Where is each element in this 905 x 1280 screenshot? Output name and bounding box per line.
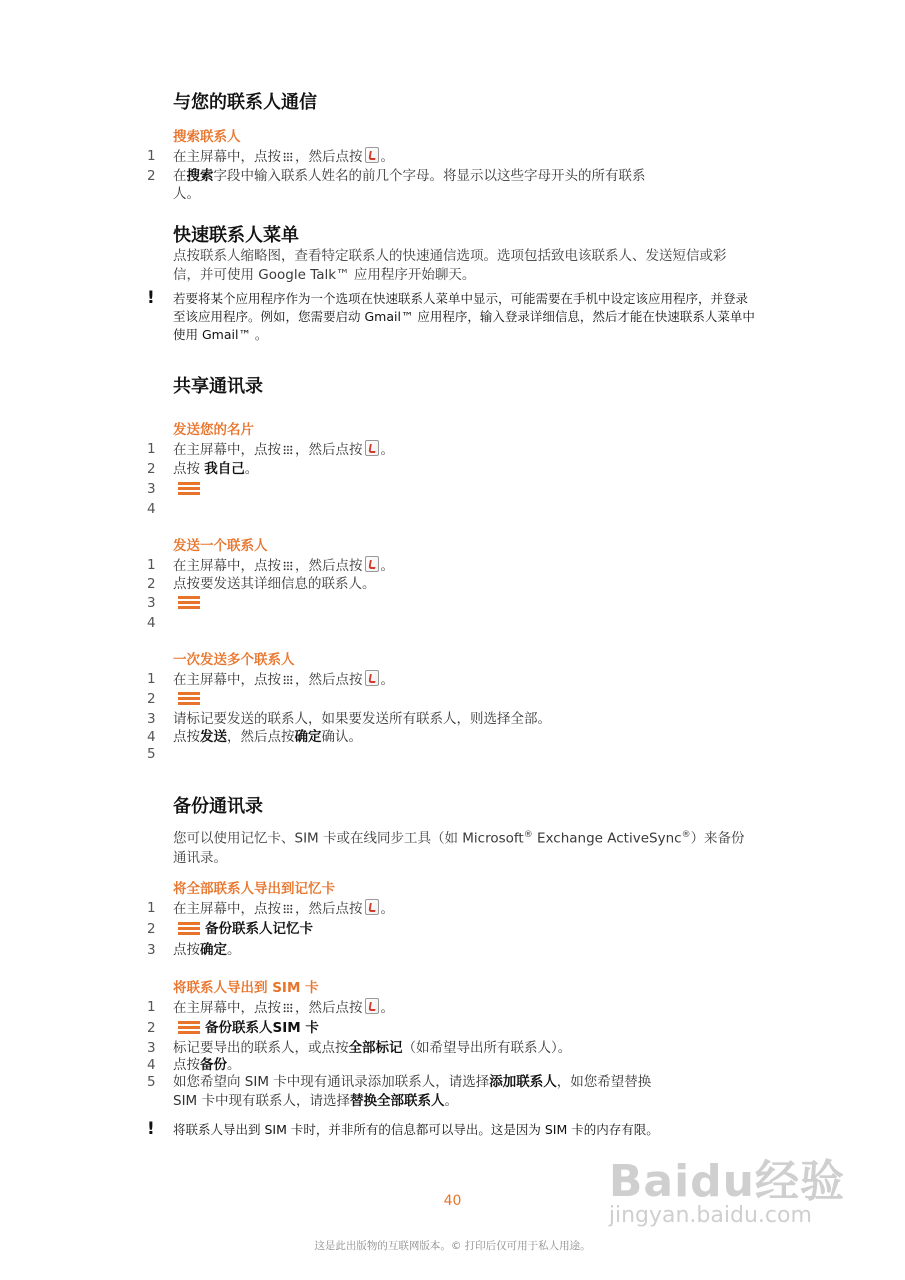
phonebook-icon (365, 998, 379, 1014)
phonebook-icon (365, 670, 379, 686)
step-number: 3 (147, 711, 156, 727)
step-number: 3 (147, 595, 156, 611)
step-number: 2 (147, 576, 156, 592)
menu-icon (178, 1020, 200, 1034)
step-number: 1 (147, 671, 156, 687)
step-number: 3 (147, 481, 156, 497)
step-number: 1 (147, 557, 156, 573)
page-number: 40 (443, 1193, 462, 1209)
step-number: 4 (147, 729, 156, 745)
section-title-quick-menu: 快速联系人菜单 (173, 225, 299, 246)
step-number: 2 (147, 168, 156, 184)
step-number: 4 (147, 615, 156, 631)
watermark (609, 1145, 845, 1228)
step-number: 2 (147, 921, 156, 937)
step-number: 3 (147, 942, 156, 958)
menu-icon (178, 481, 200, 495)
step-number: 4 (147, 501, 156, 517)
menu-icon (178, 595, 200, 609)
subtitle-send-one: 发送一个联系人 (173, 538, 268, 554)
note-text: 将联系人导出到 SIM 卡时，并非所有的信息都可以导出。这是因为 SIM 卡的内存有限。 (173, 1122, 659, 1137)
paragraph: 点按联系人缩略图，查看特定联系人的快速通信选项。选项包括致电该联系人、发送短信或彩信，并可使用 Google Talk™ 应用程序开始聊天。 (173, 248, 727, 283)
subtitle-send-card: 发送您的名片 (173, 422, 254, 438)
apps-grid-icon (283, 675, 293, 685)
watermark-url: jingyan.baidu.com (608, 1203, 812, 1228)
apps-grid-icon (283, 445, 293, 455)
apps-grid-icon (283, 152, 293, 162)
phonebook-icon (365, 440, 379, 456)
section-title-communicate: 与您的联系人通信 (173, 92, 317, 113)
phonebook-icon (365, 899, 379, 915)
apps-grid-icon (283, 561, 293, 571)
note-text: 若要将某个应用程序作为一个选项在快速联系人菜单中显示，可能需要在手机中设定该应用程序，并登录至该应用程序。例如，您需要启动 Gmail™ 应用程序，输入登录详细信息，然后才能在快速联系人菜单中使用 Gmail™ 。 (173, 291, 755, 342)
menu-icon (178, 691, 200, 705)
step-number: 1 (147, 900, 156, 916)
step-number: 5 (147, 1074, 156, 1090)
step-number: 3 (147, 1040, 156, 1056)
warning-icon: ! (147, 1119, 155, 1139)
section-title-share: 共享通讯录 (173, 376, 263, 397)
apps-grid-icon (283, 1003, 293, 1013)
step-number: 1 (147, 441, 156, 457)
section-title-backup: 备份通讯录 (173, 796, 263, 817)
menu-icon (178, 921, 200, 935)
step-number: 4 (147, 1057, 156, 1073)
step-number: 2 (147, 461, 156, 477)
step-number: 2 (147, 1020, 156, 1036)
step-number: 5 (147, 746, 156, 762)
paragraph: 您可以使用记忆卡、SIM 卡或在线同步工具（如 Microsoft® Exchange ActiveSync®）来备份通讯录。 (173, 830, 745, 866)
subtitle-export-sim: 将联系人导出到 SIM 卡 (173, 980, 319, 996)
warning-icon: ! (147, 288, 155, 308)
phonebook-icon (365, 147, 379, 163)
step-number: 1 (147, 999, 156, 1015)
footer-notice: 这是此出版物的互联网版本。© 打印后仅可用于私人用途。 (314, 1240, 591, 1252)
watermark-brand: Baidu经验 (608, 1156, 845, 1207)
subtitle-search-contact: 搜索联系人 (173, 129, 241, 145)
step-number: 2 (147, 691, 156, 707)
phonebook-icon (365, 556, 379, 572)
subtitle-send-multiple: 一次发送多个联系人 (173, 652, 295, 668)
apps-grid-icon (283, 904, 293, 914)
step-number: 1 (147, 148, 156, 164)
subtitle-export-memory-card: 将全部联系人导出到记忆卡 (173, 881, 335, 897)
